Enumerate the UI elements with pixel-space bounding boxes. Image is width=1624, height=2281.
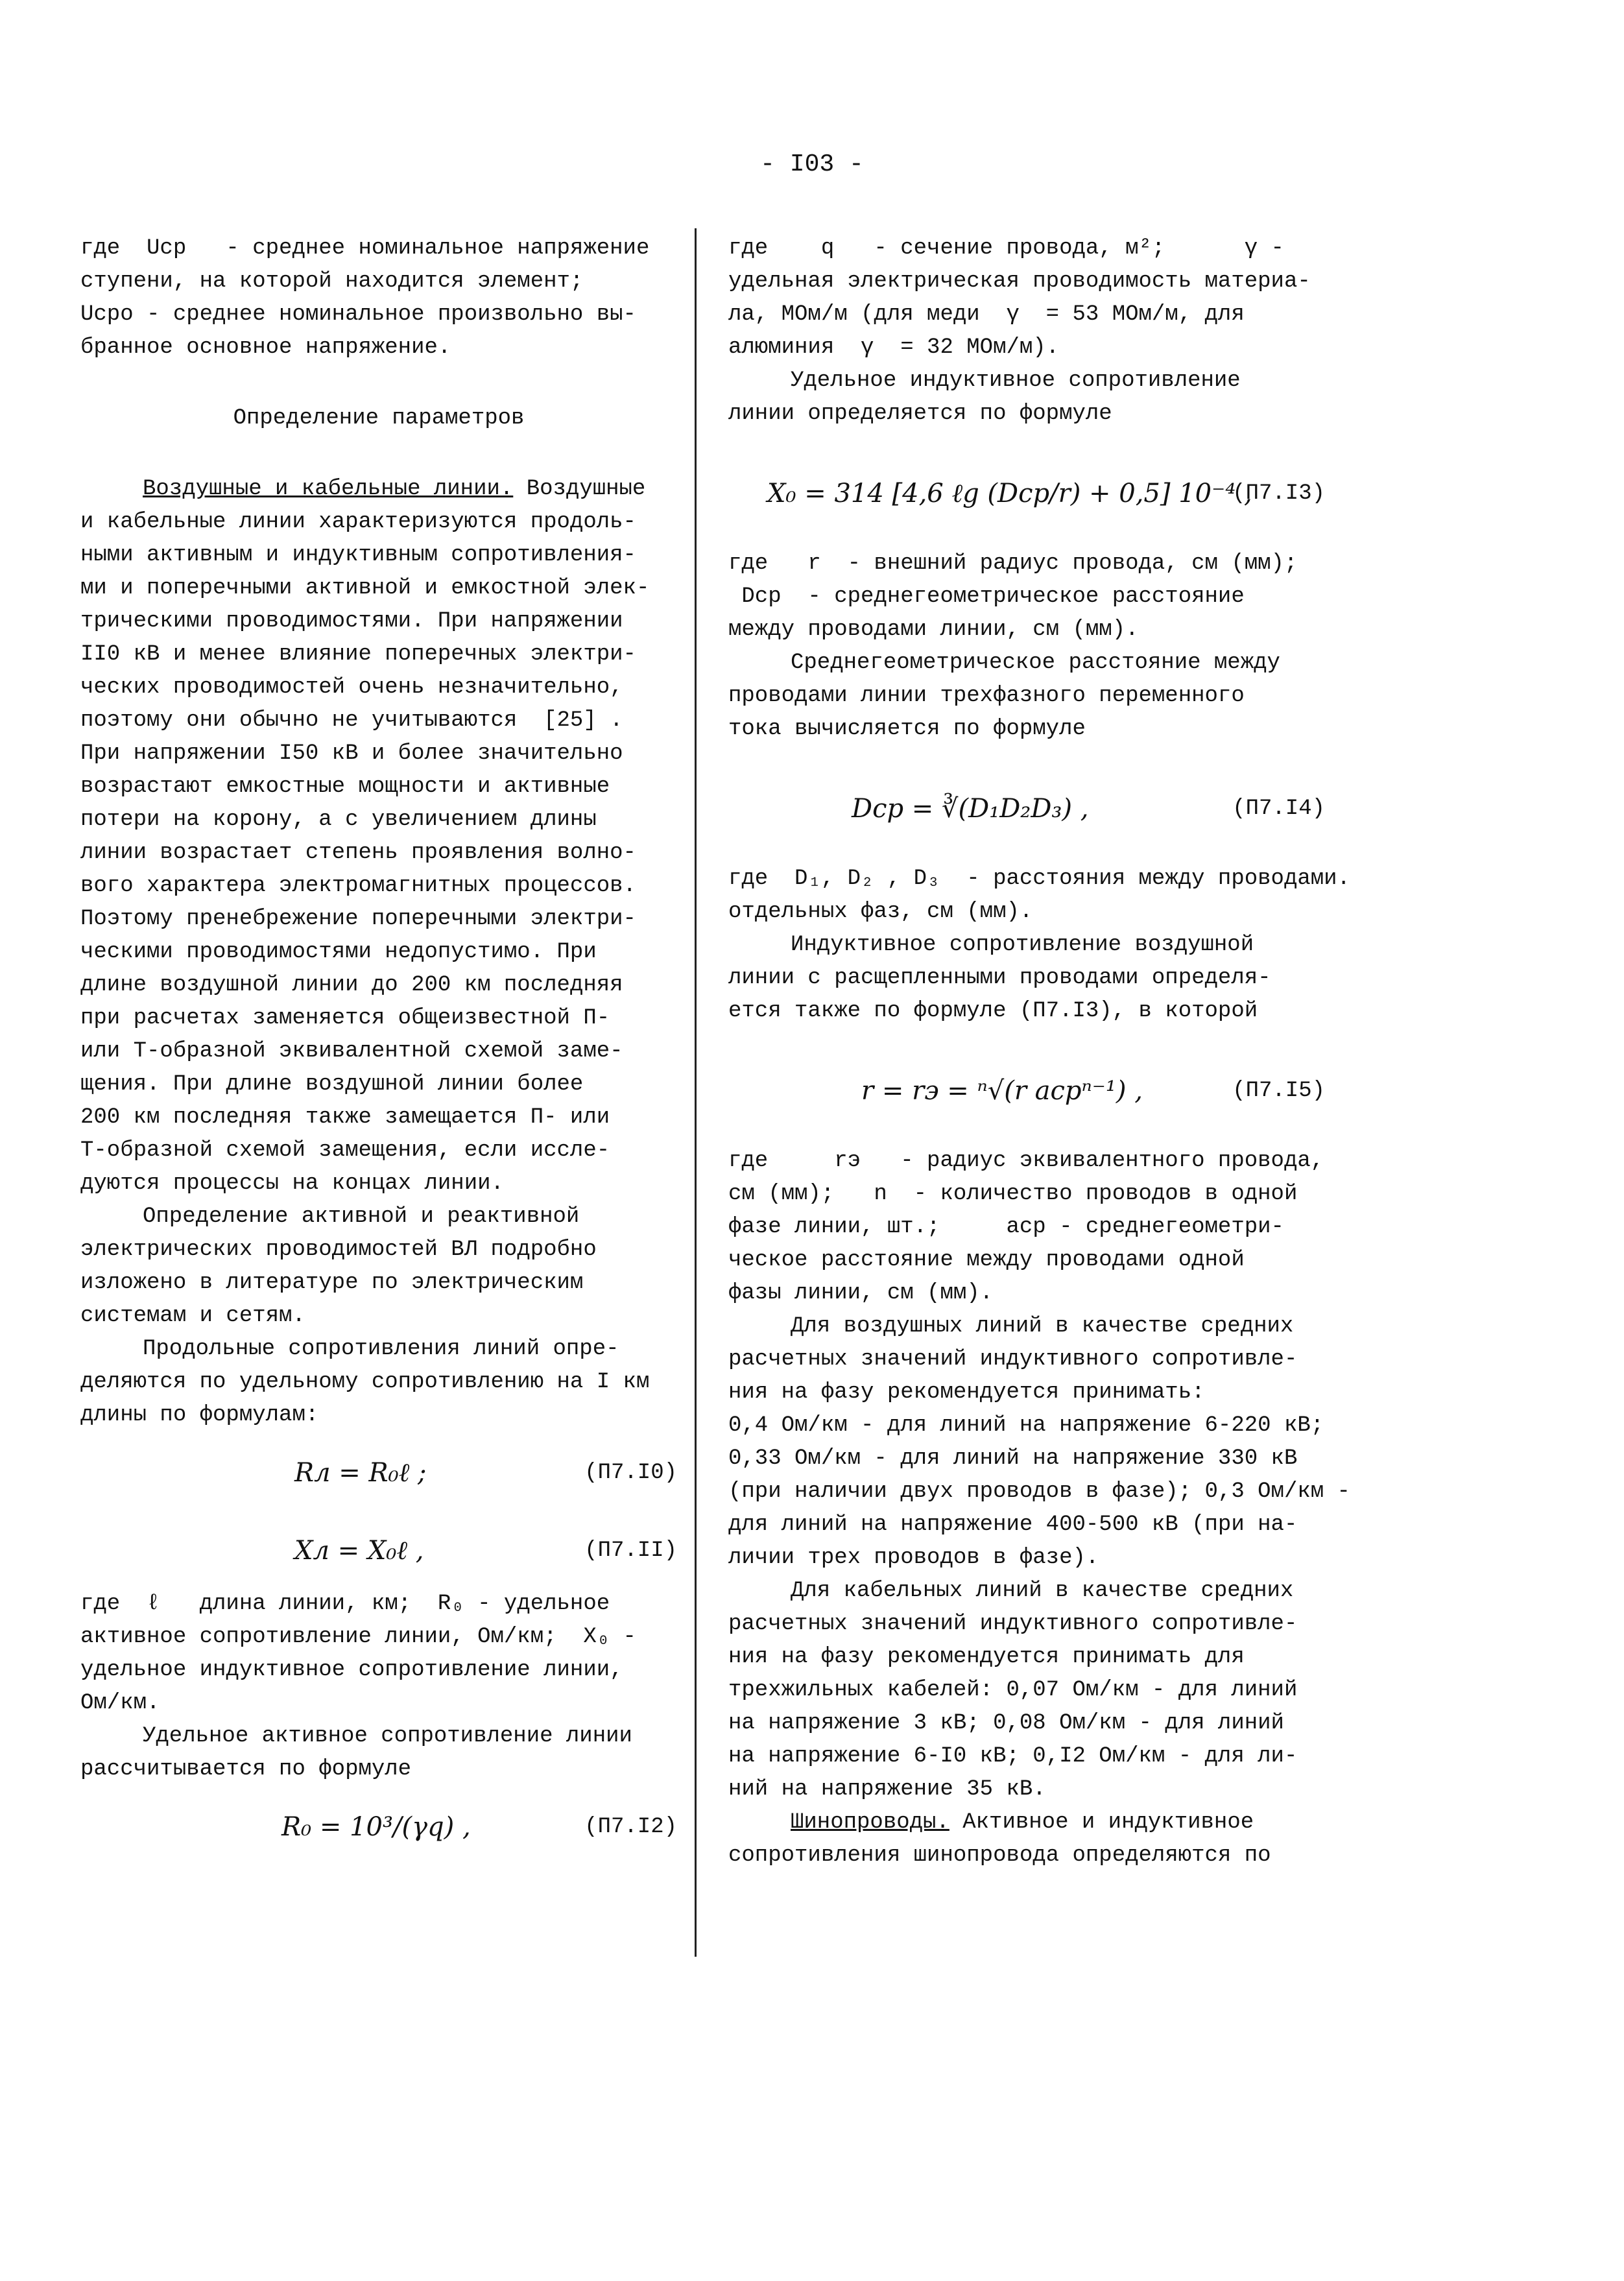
text-line: трическими проводимостями. При напряжении	[80, 609, 623, 634]
formula-p7-11	[80, 1510, 677, 1588]
left-column	[80, 232, 677, 1864]
text-line: ется также по формуле (П7.I3), в которой	[728, 999, 1258, 1023]
formula-number: (П7.II)	[584, 1538, 677, 1563]
text-line: Для кабельных линий в качестве средних	[791, 1579, 1294, 1603]
text-line: при расчетах заменяется общеизвестной П-	[80, 1006, 610, 1031]
text-line: электрических проводимостей ВЛ подробно	[80, 1237, 597, 1262]
section-heading: Определение параметров	[233, 406, 525, 431]
formula-p7-13	[728, 431, 1325, 547]
text-line: возрастают емкостные мощности и активные	[80, 774, 610, 799]
text-line: ми и поперечными активной и емкостной элек-	[80, 576, 650, 601]
formula-number: (П7.I3)	[1232, 481, 1325, 506]
text-line: личии трех проводов в фазе).	[728, 1546, 1099, 1570]
where-paragraph	[728, 232, 1325, 364]
text-line: щения. При длине воздушной линии более	[80, 1072, 584, 1097]
text-line: II0 кВ и менее влияние поперечных электри-	[80, 642, 636, 667]
text-line: удельная электрическая проводимость материа-	[728, 269, 1311, 294]
text-line: 0,4 Ом/км - для линий на напряжение 6-220 кВ;	[728, 1413, 1324, 1438]
where-paragraph	[80, 1588, 677, 1720]
text-line: между проводами линии, см (мм).	[728, 617, 1139, 642]
text-line: ний на напряжение 35 кВ.	[728, 1777, 1046, 1802]
text-line: линии с расщепленными проводами определя-	[728, 966, 1271, 990]
text-line: сопротивления шинопровода определяются по	[728, 1843, 1271, 1868]
text-line: длине воздушной линии до 200 км последняя	[80, 973, 623, 997]
text-line: Т-образной схемой замещения, если иссле-	[80, 1138, 610, 1163]
text-line: Продольные сопротивления линий опре-	[143, 1337, 619, 1361]
text-line: изложено в литературе по электрическим	[80, 1271, 584, 1295]
formula-expression: Xл = X₀ℓ ,	[294, 1536, 424, 1566]
text-line: Uсрo - среднее номинальное произвольно вы-	[80, 302, 636, 327]
text-line: дуются процессы на концах линии.	[80, 1171, 504, 1196]
text-line: (при наличии двух проводов в фазе); 0,3 Ом/км -	[728, 1479, 1350, 1504]
where-paragraph	[728, 547, 1325, 647]
text-line: вого характера электромагнитных процессов.	[80, 874, 636, 898]
text-line: Среднегеометрическое расстояние между	[791, 651, 1280, 675]
text-line: Удельное индуктивное сопротивление	[791, 368, 1241, 393]
page-number: - I03 -	[760, 150, 864, 178]
inductive-paragraph	[728, 364, 1325, 431]
where-paragraph	[728, 1145, 1325, 1310]
text-line: и кабельные линии характеризуются продоль-	[80, 510, 636, 534]
text-line	[80, 473, 677, 506]
intro-paragraph	[80, 232, 677, 364]
busbar-paragraph	[728, 1806, 1325, 1872]
cable-lines-paragraph	[728, 1575, 1325, 1806]
text-line: линии возрастает степень проявления волно-	[80, 841, 636, 865]
text-line: Ом/км.	[80, 1691, 160, 1715]
text-line: где ℓ длина линии, км; R₀ - удельное	[80, 1592, 610, 1616]
text-line: трехжильных кабелей: 0,07 Ом/км - для линий	[728, 1678, 1298, 1702]
formula-number: (П7.I2)	[584, 1815, 677, 1839]
text-line: Поэтому пренебрежение поперечными электри-	[80, 907, 636, 931]
text-line: на напряжение 6-I0 кВ; 0,I2 Ом/км - для ли-	[728, 1744, 1298, 1769]
formula-expression: R₀ = 10³/(γq) ,	[281, 1812, 471, 1842]
text-line: Индуктивное сопротивление воздушной	[791, 933, 1254, 957]
formula-p7-15	[728, 1028, 1325, 1145]
right-column	[728, 232, 1350, 1872]
text-line: потери на корону, а с увеличением длины	[80, 807, 597, 832]
text-line: длины по формулам:	[80, 1403, 319, 1427]
text-line: 0,33 Ом/км - для линий на напряжение 330 кВ	[728, 1446, 1298, 1471]
text-line: Для воздушных линий в качестве средних	[791, 1314, 1294, 1339]
lines-heading: Воздушные и кабельные линии.	[143, 477, 514, 501]
text-line: для линий на напряжение 400-500 кВ (при на-	[728, 1512, 1298, 1537]
text-line: бранное основное напряжение.	[80, 335, 451, 360]
overhead-lines-paragraph	[728, 1310, 1350, 1575]
busbar-heading: Шинопроводы.	[791, 1810, 949, 1835]
text-line: см (мм); n - количество проводов в одной	[728, 1182, 1298, 1206]
lines-paragraph	[80, 473, 677, 1200]
formula-expression: Dср = ∛(D₁D₂D₃) ,	[852, 794, 1089, 824]
text-line: линии определяется по формуле	[728, 401, 1112, 426]
conductance-paragraph	[80, 1200, 677, 1333]
text-line: алюминия γ = 32 МОм/м).	[728, 335, 1060, 360]
text-line: расчетных значений индуктивного сопротивле-	[728, 1347, 1298, 1372]
formula-p7-14	[728, 746, 1325, 863]
text-line: ческими проводимостями недопустимо. При	[80, 940, 597, 964]
text-line: Определение активной и реактивной	[143, 1204, 580, 1229]
text-line: проводами линии трехфазного переменного	[728, 684, 1245, 708]
text-line: тока вычисляется по формуле	[728, 717, 1086, 741]
text-line: ными активным и индуктивным сопротивления-	[80, 543, 636, 567]
text-line: или Т-образной эквивалентной схемой заме-	[80, 1039, 623, 1064]
text-line: Dср - среднегеометрическое расстояние	[728, 584, 1245, 609]
text-line: где Uср - среднее номинальное напряжение	[80, 236, 650, 261]
formula-expression: X₀ = 314 [4,6 ℓg (Dср/r) + 0,5] 10⁻⁴ ,	[767, 479, 1252, 508]
text-line: ческих проводимостей очень незначительно,	[80, 675, 623, 700]
text-line: фазы линии, см (мм).	[728, 1281, 994, 1306]
text-line: где q - сечение провода, м²; γ -	[728, 236, 1284, 261]
geometric-mean-paragraph	[728, 647, 1325, 746]
where-paragraph	[728, 863, 1350, 929]
text-line: где D₁, D₂ , D₃ - расстояния между проводами.	[728, 866, 1350, 891]
text-line: рассчитывается по формуле	[80, 1757, 412, 1782]
text-line: отдельных фаз, см (мм).	[728, 900, 1033, 924]
text-line: фазе линии, шт.; aср - среднегеометри-	[728, 1215, 1284, 1239]
column-divider	[695, 228, 697, 1957]
formula-expression: r = rэ = ⁿ√(r aсрⁿ⁻¹) ,	[861, 1076, 1143, 1106]
text-line: При напряжении I50 кВ и более значительно	[80, 741, 623, 766]
text-line: ния на фазу рекомендуется принимать:	[728, 1380, 1205, 1405]
text-line: поэтому они обычно не учитываются [25] .	[80, 708, 623, 733]
split-conductors-paragraph	[728, 929, 1325, 1028]
text-line: где rэ - радиус эквивалентного провода,	[728, 1149, 1324, 1173]
text-line: 200 км последняя также замещается П- или	[80, 1105, 610, 1130]
text-span: Воздушные	[513, 477, 646, 501]
text-line: удельное индуктивное сопротивление линии,	[80, 1658, 623, 1682]
text-line: активное сопротивление линии, Ом/км; X₀ -	[80, 1625, 636, 1649]
text-span: Активное и индуктивное	[949, 1810, 1254, 1835]
formula-number: (П7.I4)	[1232, 796, 1325, 821]
text-line: расчетных значений индуктивного сопротивле-	[728, 1612, 1298, 1636]
text-line: ческое расстояние между проводами одной	[728, 1248, 1245, 1272]
text-line: Удельное активное сопротивление линии	[143, 1724, 632, 1749]
text-line: где r - внешний радиус провода, см (мм);	[728, 551, 1298, 576]
active-resistance-paragraph	[80, 1720, 677, 1786]
text-line: системам и сетям.	[80, 1304, 305, 1328]
text-line: ступени, на которой находится элемент;	[80, 269, 584, 294]
text-line: деляются по удельному сопротивлению на I км	[80, 1370, 650, 1394]
text-line	[728, 1806, 1325, 1839]
text-line: ния на фазу рекомендуется принимать для	[728, 1645, 1245, 1669]
formula-expression: Rл = R₀ℓ ;	[294, 1458, 427, 1488]
text-line: ла, МОм/м (для меди γ = 53 МОм/м, для	[728, 302, 1245, 327]
formula-p7-10	[80, 1432, 677, 1510]
formula-number: (П7.I0)	[584, 1461, 677, 1485]
formula-p7-12	[80, 1786, 677, 1864]
text-line: на напряжение 3 кВ; 0,08 Ом/км - для линий	[728, 1711, 1284, 1736]
resistance-paragraph	[80, 1333, 677, 1432]
formula-number: (П7.I5)	[1232, 1079, 1325, 1103]
